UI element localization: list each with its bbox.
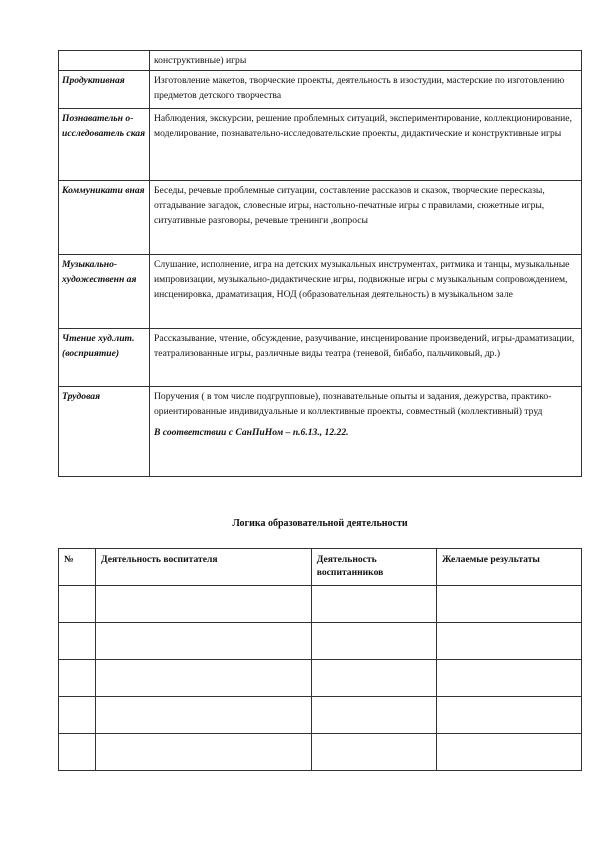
logic-table-body	[59, 586, 582, 771]
table-cell	[59, 660, 96, 697]
activity-description: Беседы, речевые проблемные ситуации, составление рассказов и сказок, творческие пересказы, отгадывание загадок, словесные игры, настольно-печатные игры с правилами, сюжетные игры, ситуативные разговоры, речевые тренинги ,вопросы	[150, 181, 582, 255]
table-row	[59, 387, 582, 477]
table-row	[59, 51, 582, 71]
table-cell	[96, 734, 312, 771]
activity-description	[150, 387, 582, 477]
column-header-teacher-activity: Деятельность воспитателя	[96, 549, 312, 586]
sanpin-note: В соответствии с СанПиНом – п.6.13., 12.22.	[154, 427, 349, 438]
column-header-desired-results: Желаемые результаты	[437, 549, 582, 586]
table-cell	[437, 660, 582, 697]
table-cell	[59, 734, 96, 771]
table-cell	[311, 586, 436, 623]
table-cell	[59, 623, 96, 660]
section-title: Логика образовательной деятельности	[232, 518, 408, 529]
activity-label: Продуктивная	[59, 71, 150, 109]
activity-label: Коммуникати вная	[59, 181, 150, 255]
table-row	[59, 109, 582, 181]
activity-description: Наблюдения, экскурсии, решение проблемных ситуаций, экспериментирование, коллекционирование, моделирование, познавательно-исследовательские проекты, дидактические и конструктивные игры	[150, 109, 582, 181]
activity-description-text: Поручения ( в том числе подгрупповые), познавательные опыты и задания, дежурства, практико-ориентированные индивидуальные и коллективные проекты, совместный (коллективный) труд	[154, 391, 552, 417]
table-cell	[311, 623, 436, 660]
table-cell	[437, 734, 582, 771]
table-row	[59, 329, 582, 387]
activity-forms-table	[58, 50, 582, 477]
activity-label	[59, 51, 150, 71]
table-row	[59, 660, 582, 697]
activity-description: Слушание, исполнение, игра на детских музыкальных инструментах, ритмика и танцы, музыкальные импровизации, музыкально-дидактические игры, подвижные игры с музыкальным сопровождением, инсценировка, драматизация, НОД (образовательная деятельность) в музыкальном зале	[150, 255, 582, 329]
table-cell	[96, 697, 312, 734]
activity-label: Познавательн о-исследователь ская	[59, 109, 150, 181]
activity-description: Изготовление макетов, творческие проекты, деятельность в изостудии, мастерские по изготовлению предметов детского творчества	[150, 71, 582, 109]
activity-label: Чтение худ.лит. (восприятие)	[59, 329, 150, 387]
table-row	[59, 586, 582, 623]
logic-table	[58, 548, 582, 771]
activity-description: Рассказывание, чтение, обсуждение, разучивание, инсценирование произведений, игры-драматизации, театрализованные игры, различные виды театра (теневой, бибабо, пальчиковый, др.)	[150, 329, 582, 387]
table-cell	[437, 697, 582, 734]
table-row	[59, 181, 582, 255]
table-cell	[59, 697, 96, 734]
table-cell	[311, 697, 436, 734]
table-cell	[437, 586, 582, 623]
table-cell	[96, 623, 312, 660]
table-row	[59, 734, 582, 771]
column-header-number: №	[59, 549, 96, 586]
table-header-row	[59, 549, 582, 586]
table-cell	[59, 586, 96, 623]
table-row	[59, 71, 582, 109]
table-cell	[96, 660, 312, 697]
activity-label: Музыкально-художественн ая	[59, 255, 150, 329]
activity-label: Трудовая	[59, 387, 150, 477]
table-cell	[311, 660, 436, 697]
table-cell	[437, 623, 582, 660]
table-row	[59, 623, 582, 660]
column-header-pupil-activity: Деятельность воспитанников	[311, 549, 436, 586]
table-cell	[311, 734, 436, 771]
table-row	[59, 697, 582, 734]
activity-description: конструктивные) игры	[150, 51, 582, 71]
table-row	[59, 255, 582, 329]
table-cell	[96, 586, 312, 623]
